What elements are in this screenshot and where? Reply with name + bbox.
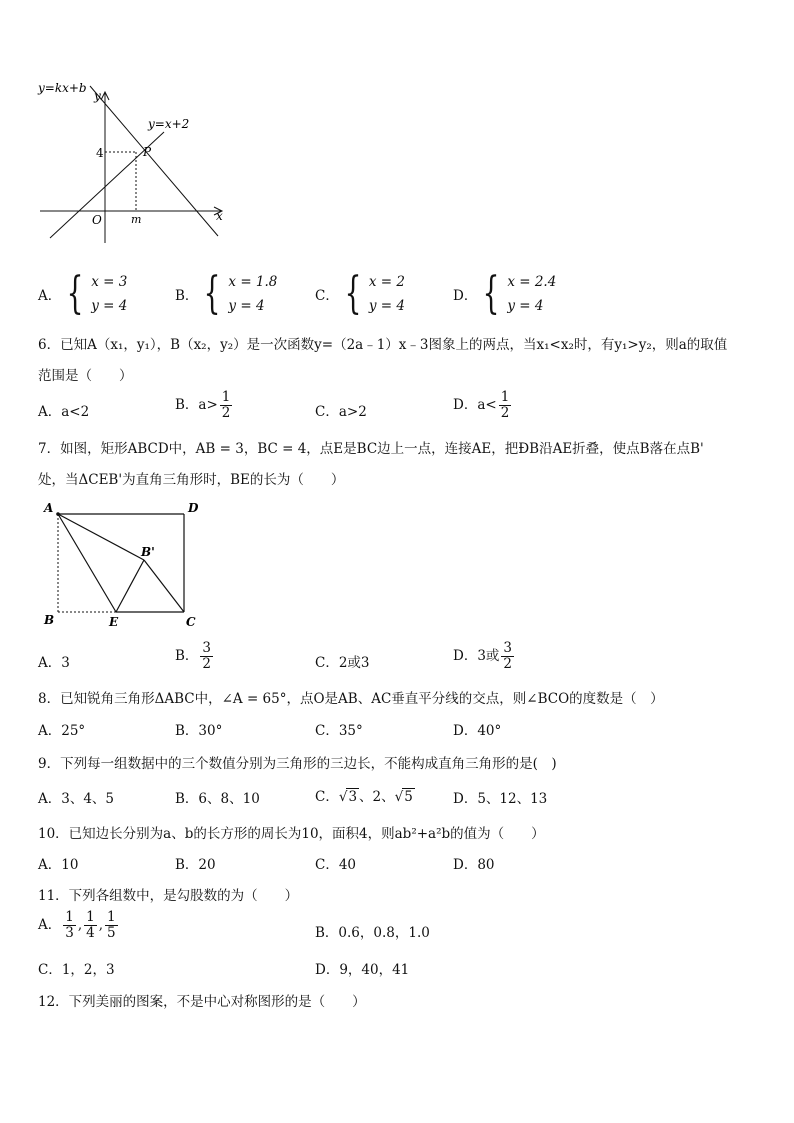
frac-num: 1: [86, 909, 95, 925]
edge-AE: [58, 514, 116, 612]
q9-option-c: [315, 785, 415, 805]
frac-den: 4: [86, 925, 95, 941]
frac-den: 2: [202, 656, 212, 672]
eq-y: y = 4: [507, 298, 544, 314]
q7-stem-line1: 7．如图，矩形ABCD中，AB = 3，BC = 4，点E是BC边上一点，连接AE，把ÐB沿AE折叠，使点B落在点B': [38, 441, 704, 457]
q8-option-a: A．25°: [38, 723, 86, 739]
option-text: C．: [315, 789, 339, 805]
edge-BpE: [116, 560, 144, 612]
line-kx-b: [90, 86, 218, 236]
q12-stem: 12．下列美丽的图案，不是中心对称图形的是（ ）: [38, 994, 366, 1010]
q11-option-c: C．1，2，3: [38, 962, 115, 978]
eq-x: x = 1.8: [228, 274, 278, 290]
q10-option-d: D．80: [453, 857, 495, 873]
q5-option-c: C． { x = 2 y = 4: [315, 268, 405, 319]
sqrt-radicand: 3: [348, 789, 358, 805]
option-text: D．3或: [453, 648, 500, 664]
option-letter: C．: [315, 288, 339, 304]
label-Bprime: B': [141, 545, 155, 559]
q7-option-a: A．3: [38, 655, 70, 671]
q7-option-c: C．2或3: [315, 655, 370, 671]
label-origin: O: [92, 213, 102, 227]
q11-option-a: A． $\frac{1}{3}$ , $\frac{1}{4}$ , $\frac{1}{5}$: [38, 909, 116, 941]
q7-option-b: [175, 641, 215, 672]
label-line1: y=kx+b: [38, 81, 87, 95]
eq-y: y = 4: [368, 298, 405, 314]
label-point-p: P: [143, 145, 152, 159]
q6-option-a: A．a<2: [38, 404, 90, 420]
q8-option-c: C．35°: [315, 723, 363, 739]
q10-option-a: A．10: [38, 857, 79, 873]
q8-option-d: D．40°: [453, 723, 502, 739]
sqrt-sign: √: [338, 789, 348, 805]
point-A: [56, 512, 60, 516]
q11-option-d: D．9，40，41: [315, 962, 410, 978]
q7-figure: [38, 498, 218, 633]
label-B: B: [44, 613, 55, 627]
option-letter: B．: [175, 288, 199, 304]
q10-option-c: C．40: [315, 857, 357, 873]
label-line2: y=x+2: [148, 117, 190, 131]
label-tick-m: m: [131, 213, 142, 226]
option-text: A．: [38, 917, 62, 933]
option-text: 、2、: [359, 789, 395, 805]
q10-option-b: B．20: [175, 857, 216, 873]
q7-option-d: [453, 641, 516, 672]
option-text: D．a<: [453, 397, 497, 413]
eq-y: y = 4: [91, 298, 128, 314]
q5-graph: [30, 78, 240, 248]
q10-stem: 10．已知边长分别为a、b的长方形的周长为10，面积4，则ab²+a²b的值为（ ）: [38, 826, 545, 842]
sqrt-sign: √: [394, 789, 404, 805]
frac-num: 1: [65, 909, 74, 925]
label-E: E: [109, 615, 119, 629]
frac-den: 2: [500, 405, 510, 421]
frac-den: 5: [107, 925, 116, 941]
eq-x: x = 2.4: [507, 274, 557, 290]
frac-den: 3: [65, 925, 74, 941]
option-text: B．a>: [175, 397, 218, 413]
q11-stem: 11．下列各组数中，是勾股数的为（ ）: [38, 888, 299, 904]
frac-num: 1: [221, 389, 231, 405]
label-D: D: [188, 501, 199, 515]
frac-num: 1: [500, 389, 510, 405]
frac-num: 1: [107, 909, 116, 925]
q9-option-a: A．3、4、5: [38, 791, 115, 807]
q6-option-c: C．a>2: [315, 404, 367, 420]
q8-stem: 8．已知锐角三角形ΔABC中，∠A = 65°，点O是AB、AC垂直平分线的交点，则∠BCO的度数是（ ）: [38, 691, 664, 707]
label-tick-4: 4: [96, 146, 104, 160]
q5-option-d: D． { x = 2.4 y = 4: [453, 268, 557, 319]
edge-ABp: [58, 514, 144, 560]
q9-stem: 9．下列每一组数据中的三个数值分别为三角形的三边长，不能构成直角三角形的是( ): [38, 756, 557, 772]
q9-option-d: D．5、12、13: [453, 791, 548, 807]
eq-x: x = 3: [91, 274, 128, 290]
q6-stem-line2: 范围是（ ）: [38, 368, 133, 384]
q11-option-b: B．0.6，0.8，1.0: [315, 925, 430, 941]
frac-num: 3: [503, 640, 513, 656]
sqrt-radicand: 5: [404, 789, 413, 805]
q9-option-b: B．6、8、10: [175, 791, 260, 807]
q7-stem-line2: 处，当ΔCEB'为直角三角形时，BE的长为（ ）: [38, 472, 345, 488]
q6-option-b: [175, 390, 234, 421]
eq-y: y = 4: [228, 298, 265, 314]
q6-stem-line1: 6．已知A（x₁，y₁），B（x₂，y₂）是一次函数y=（2a﹣1）x﹣3图象上的两点，当x₁<x₂时，有y₁>y₂，则a的取值: [38, 337, 728, 353]
frac-den: 2: [221, 405, 231, 421]
frac-den: 2: [503, 656, 513, 672]
label-A: A: [44, 501, 54, 515]
label-C: C: [186, 615, 196, 629]
edge-BpC: [144, 560, 184, 612]
q5-option-a: A． { x = 3 y = 4: [38, 268, 128, 319]
q5-option-b: B． { x = 1.8 y = 4: [175, 268, 278, 319]
label-y: y: [94, 89, 101, 103]
frac-num: 3: [202, 640, 212, 656]
q8-option-b: B．30°: [175, 723, 223, 739]
q6-option-d: [453, 390, 513, 421]
option-letter: A．: [38, 288, 62, 304]
option-text: B．: [175, 648, 199, 664]
option-letter: D．: [453, 288, 478, 304]
label-x: x: [216, 209, 223, 223]
eq-x: x = 2: [368, 274, 405, 290]
